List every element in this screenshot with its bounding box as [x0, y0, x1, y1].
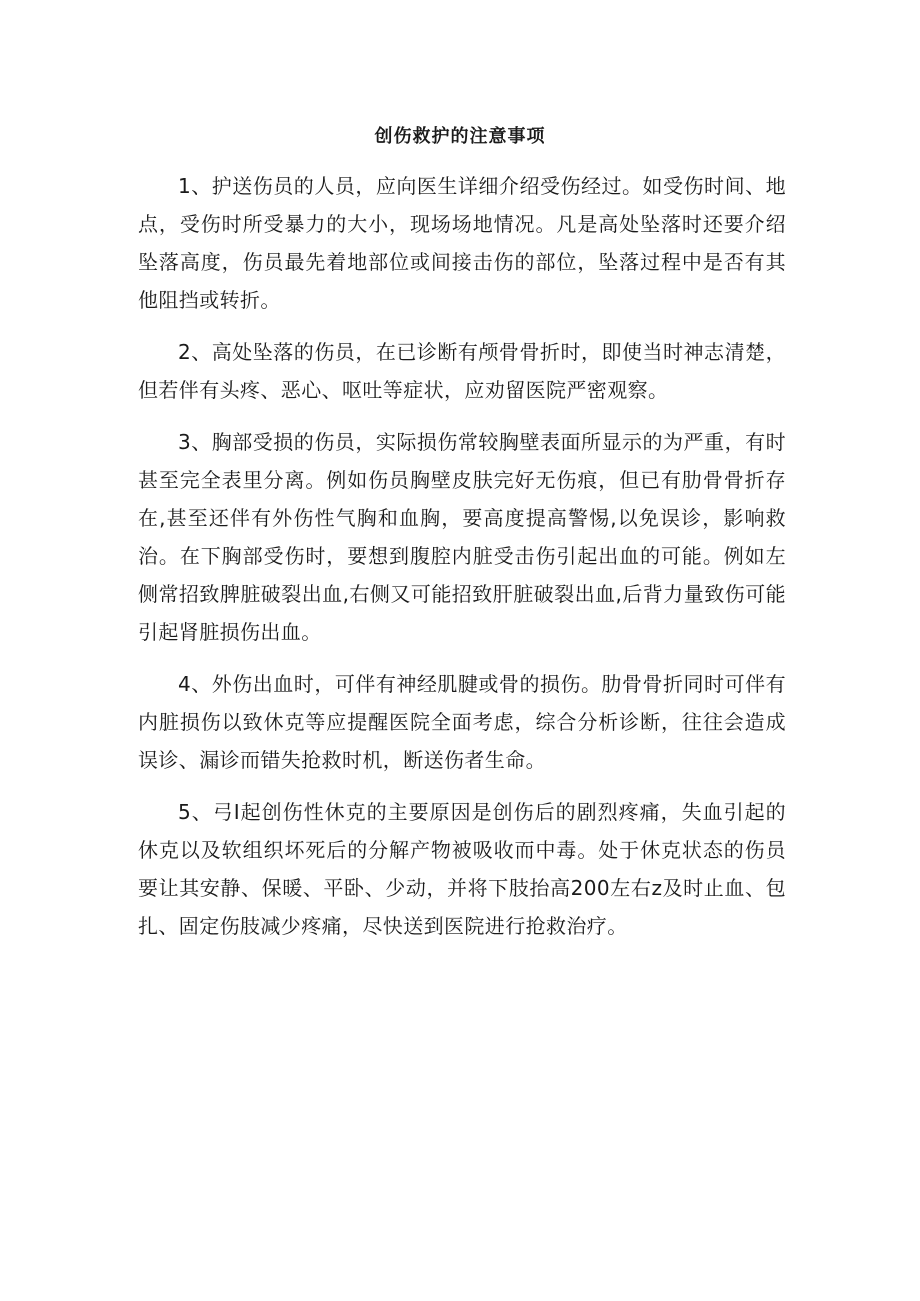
page-title: 创伤救护的注意事项	[374, 126, 546, 147]
paragraph-1: 1、护送伤员的人员，应向医生详细介绍受伤经过。如受伤时间、地点，受伤时所受暴力的大小，现场场地情况。凡是高处坠落时还要介绍坠落高度，伤员最先着地部位或间接击伤的部位，坠落过程中是否有其他阻挡或转折。	[138, 174, 786, 312]
paragraph-5: 5、弓I起创伤性休克的主要原因是创伤后的剧烈疼痛，失血引起的休克以及软组织坏死后的分解产物被吸收而中毒。处于休克状态的伤员要让其安静、保暖、平卧、少动，并将下肢抬高200左右z及时止血、包扎、固定伤肢减少疼痛，尽快送到医院进行抢救治疗。	[138, 800, 786, 938]
document-body	[138, 167, 786, 959]
paragraph-3: 3、胸部受损的伤员，实际损伤常较胸壁表面所显示的为严重，有时甚至完全表里分离。例如伤员胸壁皮肤完好无伤痕，但已有肋骨骨折存在,甚至还伴有外伤性气胸和血胸，要高度提高警惕,以免误诊，影响救治。在下胸部受伤时，要想到腹腔内脏受击伤引起出血的可能。例如左侧常招致脾脏破裂出血,右侧又可能招致肝脏破裂出血,后背力量致伤可能引起肾脏损伤出血。	[138, 430, 786, 644]
paragraph-2: 2、高处坠落的伤员，在已诊断有颅骨骨折时，即使当时神志清楚，但若伴有头疼、恶心、呕吐等症状，应劝留医院严密观察。	[138, 340, 786, 402]
paragraph-4: 4、外伤出血时，可伴有神经肌腱或骨的损伤。肋骨骨折同时可伴有内脏损伤以致休克等应提醒医院全面考虑，综合分析诊断，往往会造成误诊、漏诊而错失抢救时机，断送伤者生命。	[138, 672, 786, 772]
